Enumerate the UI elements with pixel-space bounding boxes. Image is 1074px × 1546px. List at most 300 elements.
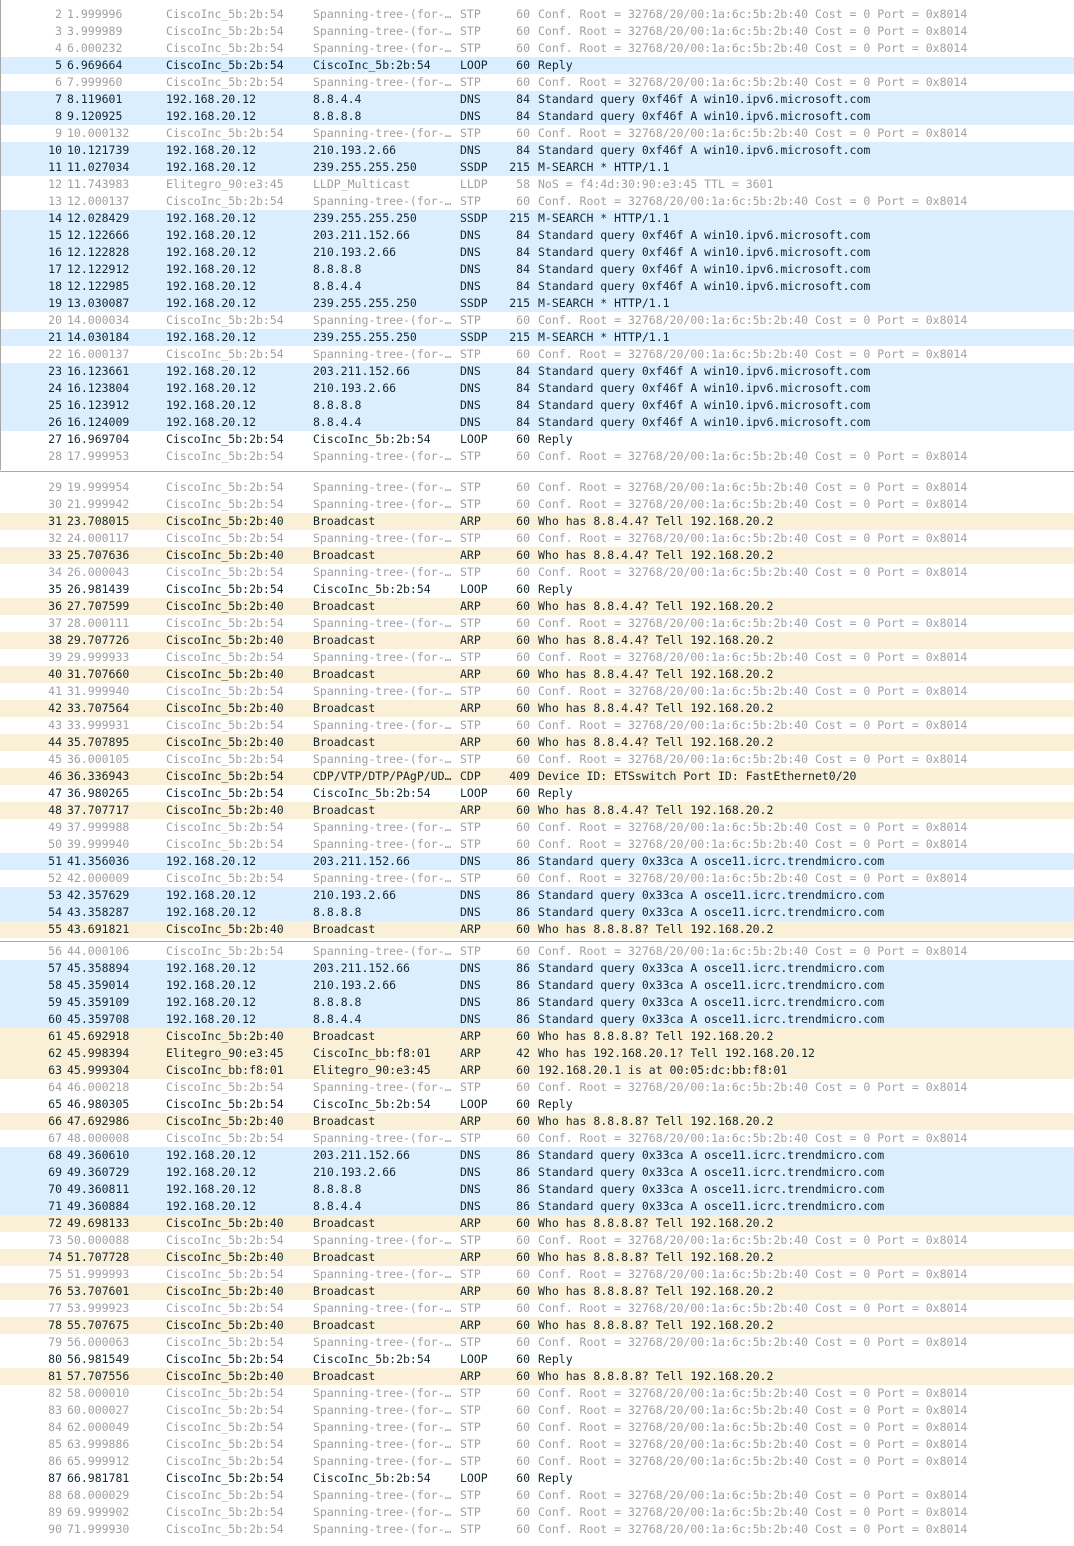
- packet-row[interactable]: [0, 1011, 1074, 1028]
- packet-number: 70: [48, 1182, 62, 1196]
- packet-destination: Spanning-tree-(for-…: [313, 1131, 452, 1145]
- packet-info: Conf. Root = 32768/20/00:1a:6c:5b:2b:40 Cost = 0 Port = 0x8014: [538, 1505, 968, 1519]
- packet-time: 26.000043: [67, 565, 130, 579]
- packet-length: 60: [516, 24, 530, 38]
- packet-protocol: STP: [460, 1386, 481, 1400]
- packet-row[interactable]: [0, 785, 1074, 802]
- packet-row[interactable]: [0, 193, 1074, 210]
- packet-row[interactable]: [0, 397, 1074, 414]
- packet-info: Standard query 0xf46f A win10.ipv6.microsoft.com: [538, 143, 871, 157]
- packet-length: 60: [516, 514, 530, 528]
- packet-row[interactable]: [0, 244, 1074, 261]
- packet-source: CiscoInc_5b:2b:40: [166, 514, 284, 528]
- packet-destination: 8.8.4.4: [313, 279, 362, 293]
- packet-row[interactable]: [0, 91, 1074, 108]
- packet-row[interactable]: [0, 853, 1074, 870]
- packet-row[interactable]: [0, 1130, 1074, 1147]
- packet-length: 60: [516, 803, 530, 817]
- packet-row[interactable]: [0, 768, 1074, 785]
- packet-row[interactable]: [0, 1419, 1074, 1436]
- packet-destination: Spanning-tree-(for-…: [313, 313, 452, 327]
- packet-source: CiscoInc_5b:2b:54: [166, 820, 284, 834]
- packet-row[interactable]: [0, 836, 1074, 853]
- packet-row[interactable]: [0, 295, 1074, 312]
- packet-protocol: SSDP: [460, 330, 488, 344]
- packet-length: 60: [516, 75, 530, 89]
- packet-source: CiscoInc_5b:2b:54: [166, 1522, 284, 1536]
- packet-destination: Broadcast: [313, 1029, 376, 1043]
- packet-row[interactable]: [0, 615, 1074, 632]
- packet-protocol: ARP: [460, 701, 481, 715]
- packet-info: Conf. Root = 32768/20/00:1a:6c:5b:2b:40 Cost = 0 Port = 0x8014: [538, 480, 968, 494]
- packet-time: 12.028429: [67, 211, 130, 225]
- packet-info: Conf. Root = 32768/20/00:1a:6c:5b:2b:40 Cost = 0 Port = 0x8014: [538, 1386, 968, 1400]
- packet-row[interactable]: [0, 363, 1074, 380]
- packet-number: 56: [48, 944, 62, 958]
- packet-destination: Spanning-tree-(for-…: [313, 1488, 452, 1502]
- packet-protocol: STP: [460, 1403, 481, 1417]
- packet-info: Who has 8.8.4.4? Tell 192.168.20.2: [538, 667, 774, 681]
- packet-row[interactable]: [0, 598, 1074, 615]
- packet-destination: Spanning-tree-(for-…: [313, 565, 452, 579]
- packet-protocol: STP: [460, 1420, 481, 1434]
- packet-source: CiscoInc_5b:2b:54: [166, 1233, 284, 1247]
- packet-length: 215: [509, 296, 530, 310]
- packet-info: Reply: [538, 432, 573, 446]
- packet-protocol: STP: [460, 449, 481, 463]
- packet-number: 53: [48, 888, 62, 902]
- packet-number: 10: [48, 143, 62, 157]
- packet-row[interactable]: [0, 159, 1074, 176]
- packet-time: 62.000049: [67, 1420, 130, 1434]
- packet-row[interactable]: [0, 632, 1074, 649]
- packet-destination: Broadcast: [313, 1250, 376, 1264]
- packet-number: 30: [48, 497, 62, 511]
- packet-number: 59: [48, 995, 62, 1009]
- packet-info: Standard query 0xf46f A win10.ipv6.microsoft.com: [538, 92, 871, 106]
- packet-length: 60: [516, 126, 530, 140]
- packet-row[interactable]: [0, 125, 1074, 142]
- packet-number: 13: [48, 194, 62, 208]
- packet-row[interactable]: [0, 380, 1074, 397]
- packet-row[interactable]: [0, 278, 1074, 295]
- packet-number: 29: [48, 480, 62, 494]
- packet-protocol: STP: [460, 718, 481, 732]
- packet-number: 55: [48, 922, 62, 936]
- packet-info: Standard query 0xf46f A win10.ipv6.microsoft.com: [538, 364, 871, 378]
- packet-number: 41: [48, 684, 62, 698]
- packet-time: 16.123804: [67, 381, 130, 395]
- packet-info: Conf. Root = 32768/20/00:1a:6c:5b:2b:40 Cost = 0 Port = 0x8014: [538, 1403, 968, 1417]
- packet-time: 45.999304: [67, 1063, 130, 1077]
- packet-info: Reply: [538, 58, 573, 72]
- packet-source: 192.168.20.12: [166, 160, 257, 174]
- packet-info: Who has 8.8.8.8? Tell 192.168.20.2: [538, 1284, 774, 1298]
- packet-row[interactable]: [0, 1181, 1074, 1198]
- packet-row[interactable]: [0, 904, 1074, 921]
- packet-time: 48.000008: [67, 1131, 130, 1145]
- packet-protocol: STP: [460, 650, 481, 664]
- packet-source: CiscoInc_5b:2b:54: [166, 616, 284, 630]
- packet-number: 75: [48, 1267, 62, 1281]
- packet-time: 45.359014: [67, 978, 130, 992]
- packet-length: 60: [516, 1233, 530, 1247]
- packet-length: 84: [516, 381, 530, 395]
- packet-number: 72: [48, 1216, 62, 1230]
- packet-length: 60: [516, 432, 530, 446]
- packet-protocol: STP: [460, 531, 481, 545]
- packet-number: 24: [48, 381, 62, 395]
- packet-row[interactable]: [0, 1062, 1074, 1079]
- packet-row[interactable]: [0, 581, 1074, 598]
- packet-source: CiscoInc_5b:2b:40: [166, 735, 284, 749]
- packet-source: CiscoInc_5b:2b:54: [166, 531, 284, 545]
- packet-row[interactable]: [0, 977, 1074, 994]
- packet-info: Standard query 0xf46f A win10.ipv6.microsoft.com: [538, 398, 871, 412]
- packet-length: 60: [516, 1114, 530, 1128]
- packet-row[interactable]: [0, 1113, 1074, 1130]
- packet-length: 60: [516, 1335, 530, 1349]
- packet-row[interactable]: [0, 751, 1074, 768]
- packet-source: CiscoInc_5b:2b:54: [166, 58, 284, 72]
- packet-row[interactable]: [0, 227, 1074, 244]
- packet-row[interactable]: [0, 1436, 1074, 1453]
- packet-row[interactable]: [0, 1351, 1074, 1368]
- packet-info: Who has 8.8.8.8? Tell 192.168.20.2: [538, 1029, 774, 1043]
- packet-time: 55.707675: [67, 1318, 130, 1332]
- packet-info: Reply: [538, 1352, 573, 1366]
- packet-length: 60: [516, 1097, 530, 1111]
- packet-destination: Broadcast: [313, 701, 376, 715]
- packet-row[interactable]: [0, 108, 1074, 125]
- packet-row[interactable]: [0, 312, 1074, 329]
- packet-row[interactable]: [0, 329, 1074, 346]
- packet-protocol: DNS: [460, 398, 481, 412]
- packet-source: CiscoInc_5b:2b:54: [166, 1131, 284, 1145]
- packet-row[interactable]: [0, 1334, 1074, 1351]
- packet-protocol: ARP: [460, 667, 481, 681]
- packet-number: 48: [48, 803, 62, 817]
- packet-number: 15: [48, 228, 62, 242]
- panel-divider-2: [0, 941, 1074, 942]
- packet-protocol: STP: [460, 1233, 481, 1247]
- packet-source: CiscoInc_5b:2b:54: [166, 582, 284, 596]
- packet-row[interactable]: [0, 1283, 1074, 1300]
- packet-length: 60: [516, 820, 530, 834]
- packet-row[interactable]: [0, 431, 1074, 448]
- packet-row[interactable]: [0, 1028, 1074, 1045]
- packet-time: 16.123661: [67, 364, 130, 378]
- packet-source: 192.168.20.12: [166, 978, 257, 992]
- packet-destination: 239.255.255.250: [313, 211, 417, 225]
- packet-number: 42: [48, 701, 62, 715]
- packet-number: 64: [48, 1080, 62, 1094]
- packet-row[interactable]: [0, 1198, 1074, 1215]
- packet-source: CiscoInc_5b:2b:54: [166, 1471, 284, 1485]
- packet-source: 192.168.20.12: [166, 1165, 257, 1179]
- packet-time: 24.000117: [67, 531, 130, 545]
- packet-row[interactable]: [0, 683, 1074, 700]
- packet-time: 13.030087: [67, 296, 130, 310]
- packet-info: Who has 8.8.8.8? Tell 192.168.20.2: [538, 1318, 774, 1332]
- packet-row[interactable]: [0, 1300, 1074, 1317]
- packet-row[interactable]: [0, 649, 1074, 666]
- packet-length: 60: [516, 58, 530, 72]
- packet-destination: 210.193.2.66: [313, 381, 397, 395]
- packet-number: 5: [55, 58, 62, 72]
- packet-info: Device ID: ETSswitch Port ID: FastEthernet0/20: [538, 769, 857, 783]
- packet-source: 192.168.20.12: [166, 854, 257, 868]
- packet-destination: Spanning-tree-(for-…: [313, 75, 452, 89]
- packet-source: CiscoInc_5b:2b:54: [166, 944, 284, 958]
- packet-number: 54: [48, 905, 62, 919]
- packet-destination: 239.255.255.250: [313, 160, 417, 174]
- packet-info: Conf. Root = 32768/20/00:1a:6c:5b:2b:40 Cost = 0 Port = 0x8014: [538, 75, 968, 89]
- packet-number: 68: [48, 1148, 62, 1162]
- packet-time: 27.707599: [67, 599, 130, 613]
- packet-number: 14: [48, 211, 62, 225]
- packet-row[interactable]: [0, 23, 1074, 40]
- packet-protocol: STP: [460, 1080, 481, 1094]
- packet-row[interactable]: [0, 717, 1074, 734]
- packet-info: Conf. Root = 32768/20/00:1a:6c:5b:2b:40 Cost = 0 Port = 0x8014: [538, 1267, 968, 1281]
- packet-list-panel-1: [0, 0, 1074, 470]
- packet-row[interactable]: [0, 496, 1074, 513]
- packet-length: 86: [516, 1148, 530, 1162]
- packet-source: CiscoInc_5b:2b:54: [166, 650, 284, 664]
- packet-length: 86: [516, 854, 530, 868]
- packet-row[interactable]: [0, 564, 1074, 581]
- packet-row[interactable]: [0, 1453, 1074, 1470]
- packet-time: 49.360811: [67, 1182, 130, 1196]
- packet-destination: Spanning-tree-(for-…: [313, 820, 452, 834]
- packet-info: Who has 8.8.8.8? Tell 192.168.20.2: [538, 1250, 774, 1264]
- packet-info: Standard query 0x33ca A osce11.icrc.trendmicro.com: [538, 1182, 885, 1196]
- packet-destination: Broadcast: [313, 1318, 376, 1332]
- packet-source: CiscoInc_5b:2b:40: [166, 803, 284, 817]
- packet-length: 84: [516, 109, 530, 123]
- packet-number: 66: [48, 1114, 62, 1128]
- packet-time: 63.999886: [67, 1437, 130, 1451]
- packet-info: Conf. Root = 32768/20/00:1a:6c:5b:2b:40 Cost = 0 Port = 0x8014: [538, 449, 968, 463]
- packet-destination: CiscoInc_5b:2b:54: [313, 1352, 431, 1366]
- packet-time: 36.000105: [67, 752, 130, 766]
- packet-info: M-SEARCH * HTTP/1.1: [538, 330, 670, 344]
- packet-length: 42: [516, 1046, 530, 1060]
- packet-time: 45.358894: [67, 961, 130, 975]
- packet-number: 86: [48, 1454, 62, 1468]
- packet-row[interactable]: [0, 1079, 1074, 1096]
- packet-protocol: STP: [460, 7, 481, 21]
- packet-row[interactable]: [0, 1368, 1074, 1385]
- packet-source: CiscoInc_5b:2b:54: [166, 1386, 284, 1400]
- packet-length: 60: [516, 837, 530, 851]
- packet-destination: 203.211.152.66: [313, 1148, 410, 1162]
- packet-row[interactable]: [0, 1266, 1074, 1283]
- packet-source: 192.168.20.12: [166, 296, 257, 310]
- packet-destination: 210.193.2.66: [313, 978, 397, 992]
- packet-row[interactable]: [0, 960, 1074, 977]
- packet-row[interactable]: [0, 448, 1074, 465]
- packet-number: 90: [48, 1522, 62, 1536]
- packet-time: 45.692918: [67, 1029, 130, 1043]
- packet-row[interactable]: [0, 819, 1074, 836]
- packet-row[interactable]: [0, 176, 1074, 193]
- packet-destination: Spanning-tree-(for-…: [313, 7, 452, 21]
- packet-row[interactable]: [0, 802, 1074, 819]
- packet-source: CiscoInc_5b:2b:54: [166, 480, 284, 494]
- packet-row[interactable]: [0, 142, 1074, 159]
- packet-row[interactable]: [0, 513, 1074, 530]
- packet-row[interactable]: [0, 870, 1074, 887]
- packet-info: Conf. Root = 32768/20/00:1a:6c:5b:2b:40 Cost = 0 Port = 0x8014: [538, 752, 968, 766]
- packet-row[interactable]: [0, 666, 1074, 683]
- packet-number: 69: [48, 1165, 62, 1179]
- packet-time: 53.999923: [67, 1301, 130, 1315]
- packet-protocol: DNS: [460, 245, 481, 259]
- packet-destination: Spanning-tree-(for-…: [313, 1233, 452, 1247]
- packet-row[interactable]: [0, 1470, 1074, 1487]
- packet-protocol: STP: [460, 616, 481, 630]
- packet-protocol: DNS: [460, 854, 481, 868]
- packet-length: 60: [516, 1131, 530, 1145]
- packet-row[interactable]: [0, 1164, 1074, 1181]
- packet-row[interactable]: [0, 210, 1074, 227]
- packet-time: 68.000029: [67, 1488, 130, 1502]
- packet-number: 38: [48, 633, 62, 647]
- packet-protocol: STP: [460, 1335, 481, 1349]
- packet-protocol: LOOP: [460, 786, 488, 800]
- packet-row[interactable]: [0, 547, 1074, 564]
- packet-source: CiscoInc_5b:2b:40: [166, 701, 284, 715]
- packet-source: CiscoInc_5b:2b:54: [166, 126, 284, 140]
- packet-row[interactable]: [0, 1317, 1074, 1334]
- packet-row[interactable]: [0, 921, 1074, 938]
- packet-row[interactable]: [0, 6, 1074, 23]
- packet-number: 67: [48, 1131, 62, 1145]
- packet-protocol: DNS: [460, 1165, 481, 1179]
- packet-row[interactable]: [0, 1385, 1074, 1402]
- packet-row[interactable]: [0, 1147, 1074, 1164]
- packet-row[interactable]: [0, 261, 1074, 278]
- packet-row[interactable]: [0, 994, 1074, 1011]
- packet-destination: 8.8.4.4: [313, 1199, 362, 1213]
- packet-info: Standard query 0x33ca A osce11.icrc.trendmicro.com: [538, 854, 885, 868]
- packet-number: 36: [48, 599, 62, 613]
- packet-protocol: STP: [460, 684, 481, 698]
- packet-row[interactable]: [0, 414, 1074, 431]
- packet-source: CiscoInc_5b:2b:54: [166, 449, 284, 463]
- packet-number: 82: [48, 1386, 62, 1400]
- packet-row[interactable]: [0, 479, 1074, 496]
- packet-source: 192.168.20.12: [166, 961, 257, 975]
- packet-row[interactable]: [0, 943, 1074, 960]
- packet-row[interactable]: [0, 1215, 1074, 1232]
- packet-info: Standard query 0x33ca A osce11.icrc.trendmicro.com: [538, 995, 885, 1009]
- packet-length: 60: [516, 1029, 530, 1043]
- packet-row[interactable]: [0, 1402, 1074, 1419]
- packet-destination: Broadcast: [313, 735, 376, 749]
- packet-destination: CiscoInc_5b:2b:54: [313, 1097, 431, 1111]
- packet-row[interactable]: [0, 1504, 1074, 1521]
- packet-source: CiscoInc_5b:2b:54: [166, 871, 284, 885]
- packet-time: 45.359109: [67, 995, 130, 1009]
- packet-length: 60: [516, 1522, 530, 1536]
- packet-protocol: DNS: [460, 995, 481, 1009]
- packet-destination: 239.255.255.250: [313, 330, 417, 344]
- packet-info: Conf. Root = 32768/20/00:1a:6c:5b:2b:40 Cost = 0 Port = 0x8014: [538, 565, 968, 579]
- packet-time: 33.999931: [67, 718, 130, 732]
- packet-row[interactable]: [0, 1096, 1074, 1113]
- packet-length: 84: [516, 228, 530, 242]
- packet-source: 192.168.20.12: [166, 1199, 257, 1213]
- packet-row[interactable]: [0, 57, 1074, 74]
- packet-row[interactable]: [0, 74, 1074, 91]
- packet-length: 60: [516, 1505, 530, 1519]
- packet-source: 192.168.20.12: [166, 888, 257, 902]
- packet-row[interactable]: [0, 700, 1074, 717]
- packet-protocol: ARP: [460, 633, 481, 647]
- packet-source: 192.168.20.12: [166, 245, 257, 259]
- packet-row[interactable]: [0, 40, 1074, 57]
- packet-source: CiscoInc_5b:2b:54: [166, 347, 284, 361]
- packet-length: 60: [516, 194, 530, 208]
- packet-length: 60: [516, 599, 530, 613]
- packet-destination: Spanning-tree-(for-…: [313, 480, 452, 494]
- packet-time: 16.969704: [67, 432, 130, 446]
- packet-destination: 8.8.8.8: [313, 398, 362, 412]
- packet-row[interactable]: [0, 1232, 1074, 1249]
- packet-info: Standard query 0xf46f A win10.ipv6.microsoft.com: [538, 228, 871, 242]
- packet-source: CiscoInc_5b:2b:54: [166, 1097, 284, 1111]
- packet-length: 60: [516, 1318, 530, 1332]
- packet-protocol: SSDP: [460, 211, 488, 225]
- packet-time: 50.000088: [67, 1233, 130, 1247]
- packet-source: CiscoInc_5b:2b:54: [166, 7, 284, 21]
- packet-row[interactable]: [0, 530, 1074, 547]
- packet-row[interactable]: [0, 887, 1074, 904]
- packet-time: 28.000111: [67, 616, 130, 630]
- packet-destination: Spanning-tree-(for-…: [313, 944, 452, 958]
- packet-time: 14.030184: [67, 330, 130, 344]
- packet-row[interactable]: [0, 1487, 1074, 1504]
- packet-source: 192.168.20.12: [166, 1012, 257, 1026]
- packet-number: 34: [48, 565, 62, 579]
- packet-protocol: ARP: [460, 922, 481, 936]
- packet-source: CiscoInc_5b:2b:54: [166, 1505, 284, 1519]
- packet-row[interactable]: [0, 1249, 1074, 1266]
- packet-source: 192.168.20.12: [166, 1148, 257, 1162]
- packet-row[interactable]: [0, 1045, 1074, 1062]
- packet-destination: 8.8.8.8: [313, 262, 362, 276]
- packet-row[interactable]: [0, 734, 1074, 751]
- packet-info: Who has 8.8.8.8? Tell 192.168.20.2: [538, 1216, 774, 1230]
- packet-protocol: LOOP: [460, 58, 488, 72]
- packet-number: 61: [48, 1029, 62, 1043]
- packet-source: CiscoInc_5b:2b:54: [166, 718, 284, 732]
- packet-protocol: LOOP: [460, 432, 488, 446]
- packet-length: 84: [516, 92, 530, 106]
- packet-source: CiscoInc_5b:2b:54: [166, 497, 284, 511]
- packet-info: Who has 8.8.4.4? Tell 192.168.20.2: [538, 633, 774, 647]
- packet-time: 42.357629: [67, 888, 130, 902]
- packet-row[interactable]: [0, 1521, 1074, 1538]
- packet-row[interactable]: [0, 346, 1074, 363]
- packet-protocol: DNS: [460, 228, 481, 242]
- packet-number: 40: [48, 667, 62, 681]
- packet-number: 32: [48, 531, 62, 545]
- packet-number: 65: [48, 1097, 62, 1111]
